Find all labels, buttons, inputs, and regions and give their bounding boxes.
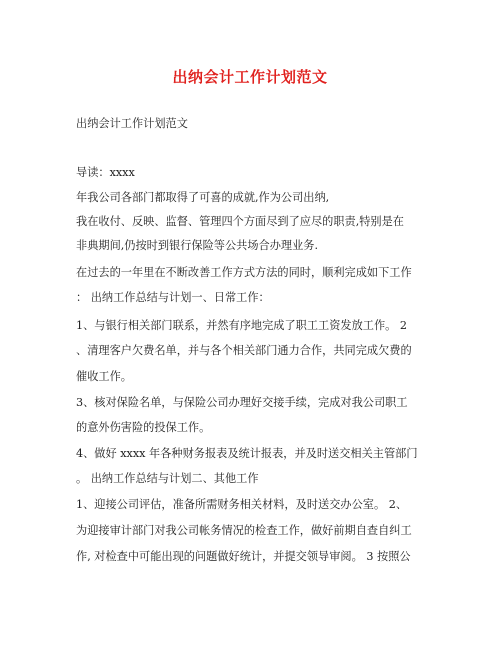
body-line: 的意外伤害险的投保工作。	[76, 421, 211, 434]
body-line: 在过去的一年里在不断改善工作方式方法的同时，顺利完成如下工作	[76, 266, 412, 279]
body-line: 为迎接审计部门对我公司帐务情况的检查工作，做好前期自查自纠工	[76, 524, 412, 537]
body-line: 4、做好 xxxx 年各种财务报表及统计报表，并及时送交相关主管部门	[76, 447, 418, 460]
body-line: 3、核对保险名单，与保险公司办理好交接手续，完成对我公司职工	[76, 396, 408, 409]
body-line: 1、迎接公司评估，准备所需财务相关材料，及时送交办公室。 2、	[76, 498, 408, 511]
body-line: 。 出纳工作总结与计划二、其他工作	[76, 472, 259, 485]
body-line: 、清理客户欠费名单，并与各个相关部门通力合作，共同完成欠费的	[76, 344, 412, 357]
body-line: ： 出纳工作总结与计划一、日常工作：	[76, 291, 270, 304]
document-title: 出纳会计工作计划范文	[172, 68, 328, 86]
body-line: 年我公司各部门都取得了可喜的成就,作为公司出纳,	[76, 191, 330, 204]
document-subtitle: 出纳会计工作计划范文	[76, 117, 188, 130]
body-line: 非典期间,仍按时到银行保险等公共场合办理业务.	[76, 239, 319, 252]
body-line: 催收工作。	[76, 370, 132, 383]
body-line: 作, 对检查中可能出现的问题做好统计，并提交领导审阅。 3 按照公	[76, 550, 411, 563]
intro-line: 导读：xxxx	[76, 166, 135, 179]
body-line: 1、与银行相关部门联系，并然有序地完成了职工工资发放工作。 2	[76, 319, 408, 332]
body-line: 我在收付、反映、监督、管理四个方面尽到了应尽的职责,特别是在	[76, 215, 404, 228]
